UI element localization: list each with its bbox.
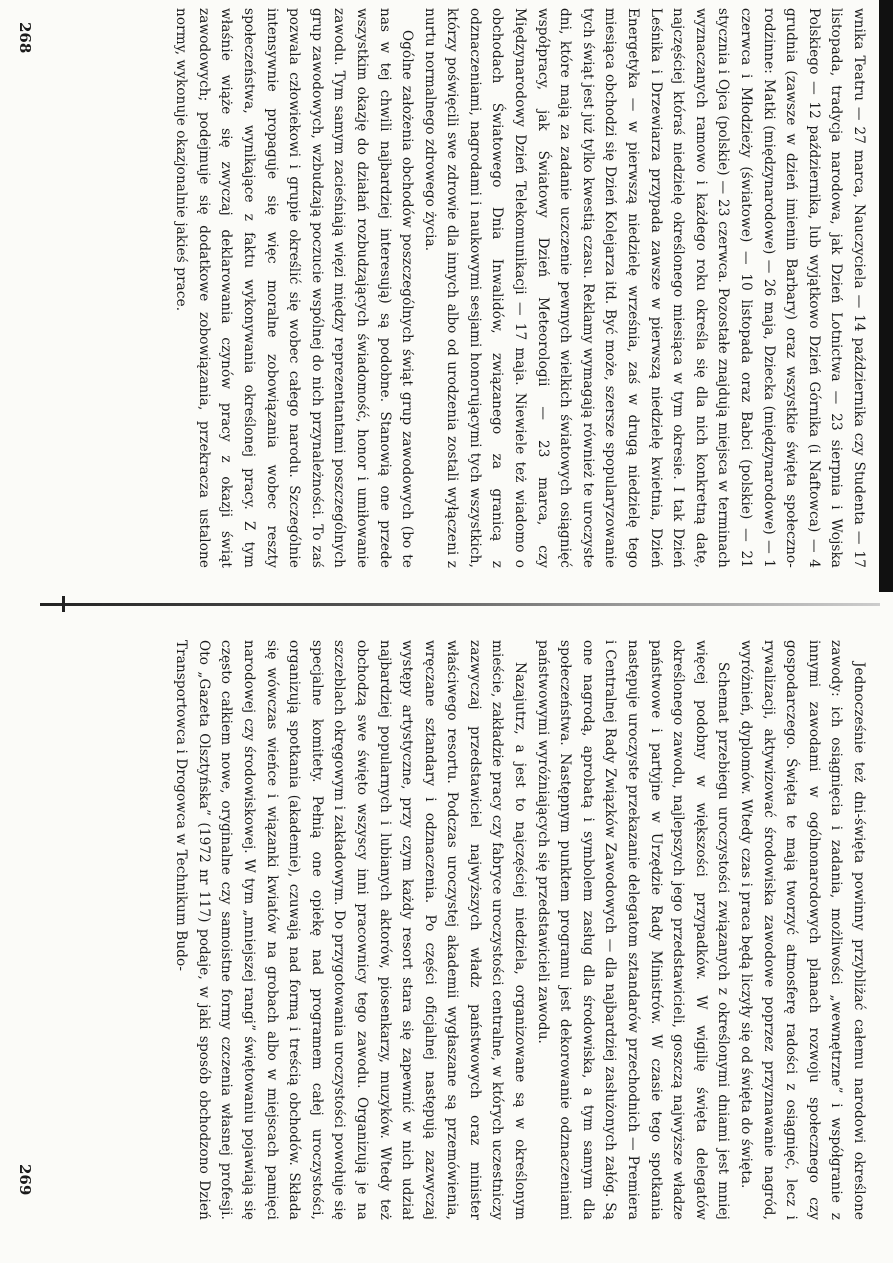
left-page-text: [170, 8, 870, 568]
page-fold-line: [40, 603, 880, 606]
right-page-paragraph-3: Nazajutrz, a jest to najczęściej niedziela, organizowane są w określonym mieście, zakładzie pracy czy fabryce uroczystości centralne, w których uczestniczy zazwyczaj przedstawiciel najwyższych władz państwowych oraz minister właściwego resortu. Podczas uroczystej akademii wygłaszane są przemówienia, wręczane sztandary i odznaczenia. Po części oficjalnej następują zazwyczaj występy artystyczne, przy czym każdy resort stara się zapewnić w nich udział najbardziej popularnych i lubianych aktorów, piosenkarzy, muzyków. Wtedy też obchodzą swe święto wszyscy inni pracownicy tego zawodu. Organizują je na szczeblach okręgowym i zakładowym. Do przygotowania uroczystości powołuje się specjalne komitety. Pełnią one opiekę nad programem całej uroczystości, organizują spotkania (akademie), czuwają nad formą i treścią obchodów. Składa się wówczas wieńce i wiązanki kwiatów na grobach albo w miejscach pamięci narodowej czy środowiskowej. W tym „mniejszej rangi” świętowaniu pojawiają się często całkiem nowe, oryginalne czy samoistne formy czczenia własnej profesji. Oto „Gazeta Olsztyńska” (1972 nr 117) podaje, w jaki sposób obchodzono Dzień Transportowca i Drogowca w Technikum Budo-: [173, 640, 529, 1220]
right-page-paragraph-1: Jednocześnie też dni-święta powinny przybliżać całemu narodowi określone zawody: ich osiągnięcia i zadania, możliwości „wewnętrzne” i współgranie z innymi zawodami w ogólnonarodowych planach rozwoju społecznego czy gospodarczego. Święta te mają tworzyć atmosferę radości z osiągnięć, lecz i rywalizacji, aktywizować środowiska zawodowe poprzez przyznawanie nagród, wyróżnień, dyplomów. Wtedy czas i praca będą liczyły się od święta do święta.: [738, 640, 867, 1220]
right-page-number: 269: [16, 1164, 34, 1196]
left-page-paragraph-2: Ogólne założenia obchodów poszczególnych świąt grup zawodowych (bo te nas w tej chwili najbardziej interesują) są podobne. Stanowią one przede wszystkim okazję do działań rozbudzających świadomość, honor i umiłowanie zawodu. Tym samym zacieśniają więzi między reprezentantami poszczególnych grup zawodowych, wzbudzają poczucie wspólnej do nich przynależności. To zaś pozwala człowiekowi i grupie określić się wobec całego narodu. Szczególnie intensywnie propaguje się więc moralne zobowiązania wobec reszty społeczeństwa, wynikające z faktu wykonywania określonej pracy. Z tym właśnie wiąże się zwyczaj deklarowania czynów pracy z okazji świąt zawodowych; podejmuje się dodatkowe zobowiązania, przekracza ustalone normy, wykonuje okazjonalnie jakieś prace.: [173, 8, 416, 568]
right-page-paragraph-2: Schemat przebiegu uroczystości związanych z określonymi dniami jest mniej więcej podobny w większości przypadków. W wigilię święta delegatów określonego zawodu, najlepszych jego przedstawicieli, goszczą najwyższe władze państwowe i partyjne w Urzędzie Rady Ministrów. W czasie tego spotkania następuje uroczyste przekazanie delegatom sztandarów przechodnich — Premiera i Centralnej Rady Związków Zawodowych — dla najbardziej zasłużonych załóg. Są one nagrodą, aprobatą i symbolem zasług dla środowiska, a tym samym dla społeczeństwa. Następnym punktem programu jest dekorowanie odznaczeniami państwowymi wyróżniających się przedstawicieli zawodu.: [534, 640, 732, 1220]
left-page-paragraph-1: wnika Teatru — 27 marca, Nauczyciela — 14 października czy Studenta — 17 listopada, tradycja narodowa, jak Dzień Lotnictwa — 23 sierpnia i Wojska Polskiego — 12 października, lub wyjątkowo Dzień Górnika (i Naftowca) — 4 grudnia (zawsze w dzień imienin Barbary) oraz wszystkie święta społeczno-rodzinne: Matki (międzynarodowe) — 26 maja, Dziecka (międzynarodowe) — 1 czerwca i Młodzieży (światowe) — 10 listopada oraz Babci (polskie) — 21 stycznia i Ojca (polskie) — 23 czerwca. Pozostałe znajdują miejsca w terminach wyznaczanych ramowo i każdego roku określa się dla nich konkretną datę, najczęściej któraś niedzielę określonego miesiąca w tym okresie. I tak Dzień Leśnika i Drzewiarza przypada zawsze w pierwszą niedzielę kwietnia, Dzień Energetyka — w pierwszą niedzielę września, zaś w drugą niedzielę tego miesiąca obchodzi się Dzień Kolejarza itd. Być może, szersze spopularyzowanie tych świąt jest już tylko kwestią czasu. Reklamy wymagają również te uroczyste dni, które mają za zadanie uczczenie pewnych wielkich światowych osiągnięć współpracy, jak Światowy Dzień Meteorologii — 23 marca, czy Międzynarodowy Dzień Telekomunikacji — 17 maja. Niewiele też wiadomo o obchodach Światowego Dnia Inwalidów, związanego za granicą z odznaczeniami, nagrodami i naukowymi sesjami honorującymi tych wszystkich, którzy poświęcili swe zdrowie dla innych albo od urodzenia zostali wyłączeni z nurtu normalnego zdrowego życia.: [421, 8, 867, 568]
scan-dark-edge: [879, 0, 893, 592]
right-page-text: [170, 640, 870, 1220]
fold-tick-mark: [62, 596, 65, 612]
left-page-number: 268: [16, 22, 34, 54]
